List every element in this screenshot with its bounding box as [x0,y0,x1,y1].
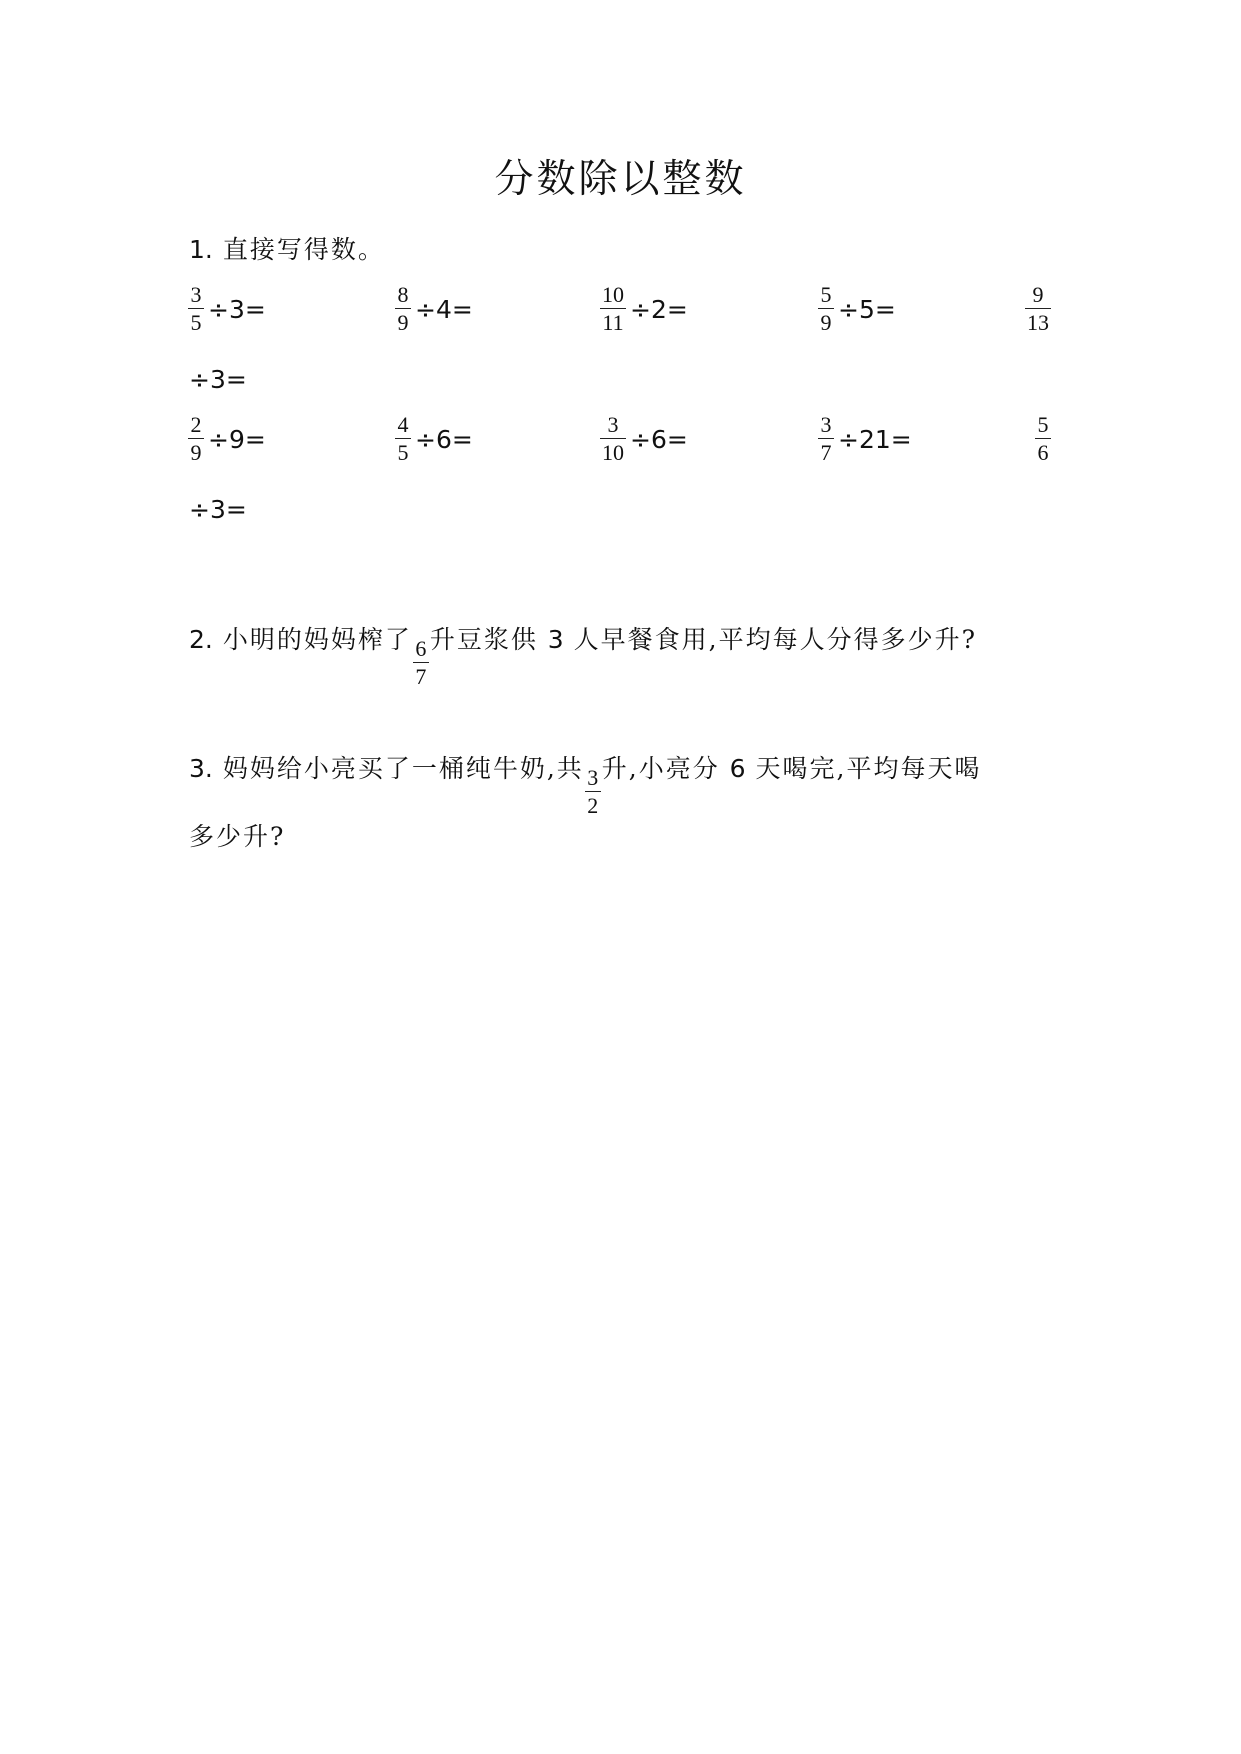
division-expression: ÷6= [415,424,473,454]
equation-1-5-continuation: ÷3= [189,365,247,394]
denominator: 5 [190,310,202,335]
fraction [1025,284,1051,334]
denominator: 9 [190,440,202,465]
question-1-number: 1. [189,235,213,264]
equation-2-5 [1035,409,1051,469]
question-3-line-2: 多少升? [189,822,286,851]
question-3-number-value: 6 [729,754,746,783]
fraction [600,414,626,464]
denominator: 11 [602,310,624,335]
fraction [818,284,834,334]
question-2-text-before: 小明的妈妈榨了 [222,625,412,654]
question-2-number-value: 3 [547,625,564,654]
numerator: 5 [1037,412,1049,437]
equation-2-4 [818,409,912,469]
numerator: 4 [397,412,409,437]
denominator: 2 [587,793,599,818]
question-1-text: 直接写得数。 [222,235,385,264]
denominator: 9 [820,310,832,335]
division-expression: ÷5= [838,294,896,324]
question-3-text-mid: 升,小亮分 [601,754,720,783]
question-2-text-mid: 升豆浆供 [429,625,538,654]
numerator: 8 [397,282,409,307]
fraction [600,284,626,334]
equation-1-3 [600,279,688,339]
numerator: 6 [415,636,427,661]
division-expression: ÷2= [630,294,688,324]
division-expression: ÷9= [208,424,266,454]
question-1-heading [189,233,385,267]
denominator: 7 [820,440,832,465]
denominator: 7 [415,664,427,689]
question-3-number: 3. [189,754,213,783]
denominator: 6 [1037,440,1049,465]
numerator: 3 [587,765,599,790]
numerator: 10 [602,282,624,307]
division-expression: ÷21= [838,424,912,454]
numerator: 9 [1032,282,1044,307]
denominator: 5 [397,440,409,465]
equation-2-3 [600,409,688,469]
numerator: 3 [190,282,202,307]
question-2-text-after: 人早餐食用,平均每人分得多少升? [573,625,978,654]
numerator: 5 [820,282,832,307]
question-2 [189,623,978,689]
fraction [188,414,204,464]
question-3-text-after: 天喝完,平均每天喝 [755,754,982,783]
fraction [818,414,834,464]
question-3 [189,752,982,818]
question-3-text-before: 妈妈给小亮买了一桶纯牛奶,共 [222,754,584,783]
equation-1-2 [395,279,473,339]
question-2-number: 2. [189,625,213,654]
denominator: 10 [602,440,624,465]
fraction [395,284,411,334]
denominator: 13 [1027,310,1049,335]
page-title: 分数除以整数 [494,157,747,202]
division-expression: ÷6= [630,424,688,454]
numerator: 3 [607,412,619,437]
equation-1-5 [1025,279,1051,339]
numerator: 2 [190,412,202,437]
fraction [1035,414,1051,464]
question-2-fraction [413,638,429,688]
equation-1-4 [818,279,896,339]
equation-2-2 [395,409,473,469]
equation-1-1 [188,279,266,339]
fraction [188,284,204,334]
question-3-fraction [585,767,601,817]
equation-2-1 [188,409,266,469]
division-expression: ÷4= [415,294,473,324]
division-expression: ÷3= [208,294,266,324]
numerator: 3 [820,412,832,437]
denominator: 9 [397,310,409,335]
equation-2-5-continuation: ÷3= [189,495,247,524]
fraction [395,414,411,464]
